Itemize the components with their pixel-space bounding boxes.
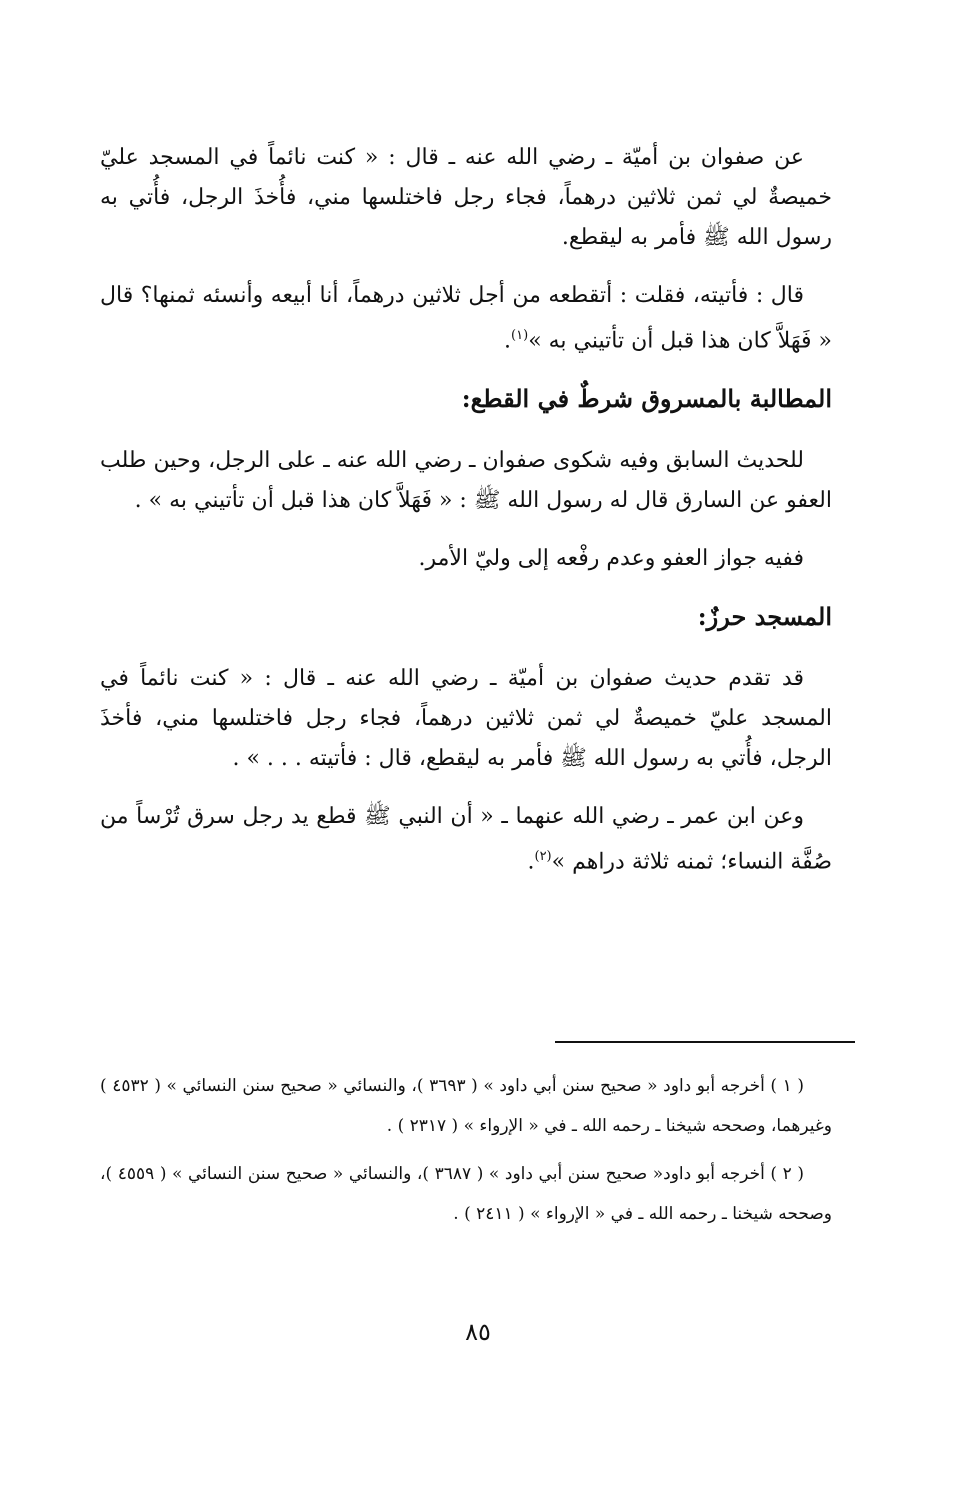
section-heading-mosque: المسجد حرزٌ:	[697, 602, 832, 632]
footnote-2: ( ٢ ) أخرجه أبو داود« صحيح سنن أبي داود » ( ٣٦٨٧ )، والنسائي « صحيح سنن النسائي » ( ٤٥٥٩ )، وصححه شيخنا ـ رحمه الله ـ في « الإرواء » ( ٢٤١١ ) .	[100, 1164, 832, 1224]
main-text	[100, 138, 832, 901]
paragraph-end: .	[527, 849, 535, 875]
paragraph-text: وعن ابن عمر ـ رضي الله عنهما ـ « أن النبي ﷺ قطع يد رجل سرق تُرْساً من صُفَّة النساء؛ ثمنه ثلاثة دراهم »	[100, 804, 832, 875]
section-heading-claim: المطالبة بالمسروق شرطٌ في القطع:	[461, 384, 832, 414]
footnote-1: ( ١ ) أخرجه أبو داود « صحيح سنن أبي داود » ( ٣٦٩٣ )، والنسائي « صحيح سنن النسائي » ( ٤٥٣٢ ) وغيرهما، وصححه شيخنا ـ رحمه الله ـ في « الإرواء » ( ٢٣١٧ ) .	[100, 1076, 832, 1136]
paragraph-claim-condition: للحديث السابق وفيه شكوى صفوان ـ رضي الله عنه ـ على الرجل، وحين طلب العفو عن السارق قال له رسول الله ﷺ : « فَهَلاَّ كان هذا قبل أن تأتيني به » .	[100, 448, 832, 514]
footnotes	[100, 1066, 832, 1242]
paragraph-ibn-umar	[100, 797, 832, 882]
paragraph-hadith-safwan: عن صفوان بن أميّة ـ رضي الله عنه ـ قال : « كنت نائماً في المسجد عليّ خميصةٌ لي ثمن ثلاثين درهماً، فجاء رجل فاختلسها مني، فأُخذَ الرجل، فأُتي به رسول الله ﷺ فأمر به ليقطع.	[100, 145, 832, 250]
footnote-divider	[555, 1041, 855, 1043]
paragraph-end: .	[504, 328, 512, 354]
paragraph-text: قال : فأتيته، فقلت : أتقطعه من أجل ثلاثين درهماً، أنا أبيعه وأنسئه ثمنها؟ قال « فَهَلاَّ كان هذا قبل أن تأتيني به »	[100, 283, 832, 354]
footnote-ref-1[interactable]: (١)	[511, 328, 529, 343]
paragraph-mosque-hadith: قد تقدم حديث صفوان بن أميّة ـ رضي الله عنه ـ قال : « كنت نائماً في المسجد عليّ خميصةٌ لي ثمن ثلاثين درهماً، فجاء رجل فاختلسها مني، فأخذَ الرجل، فأُتي به رسول الله ﷺ فأمر به ليقطع، قال : فأتيته . . . » .	[100, 666, 832, 772]
paragraph-safwan-question	[100, 276, 832, 361]
footnote-ref-2[interactable]: (٢)	[534, 849, 552, 865]
page-number: ٨٥	[465, 1318, 491, 1346]
paragraph-pardon: ففيه جواز العفو وعدم رفْعه إلى وليّ الأمر.	[418, 546, 804, 572]
